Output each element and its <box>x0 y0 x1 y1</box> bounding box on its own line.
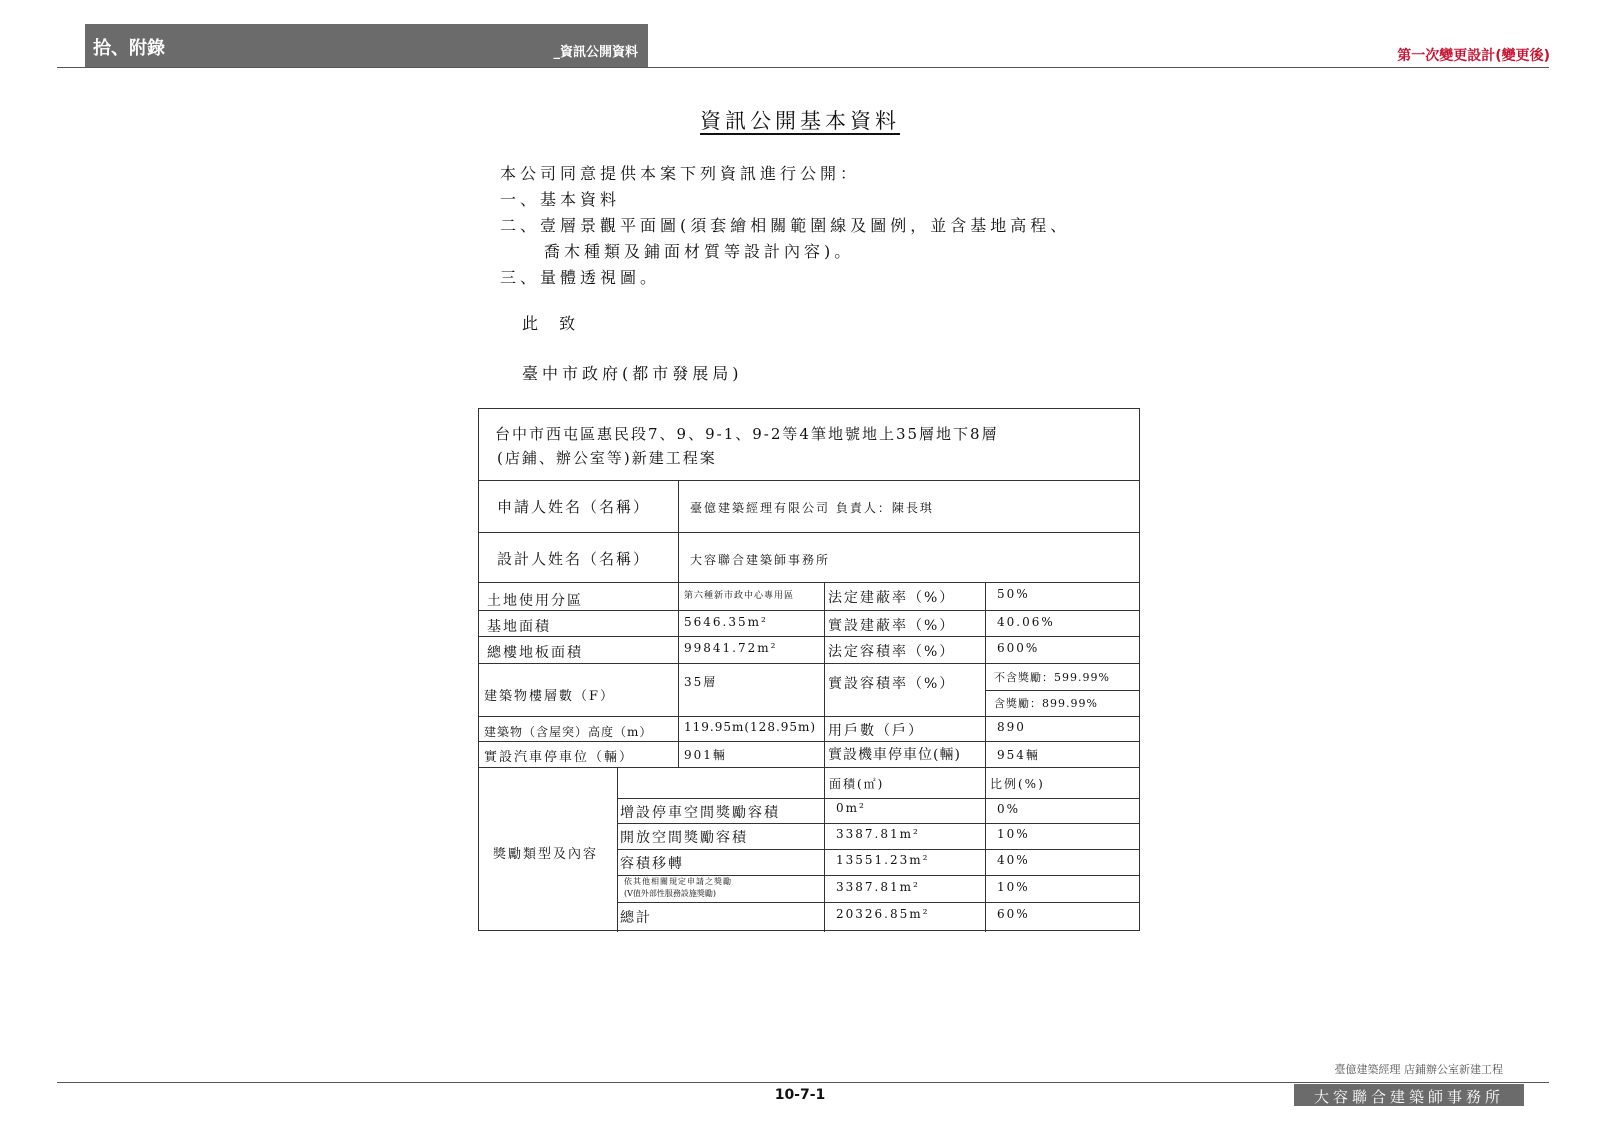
car-parking-label: 實設汽車停車位（輛） <box>484 750 635 765</box>
page-number: 10-7-1 <box>774 1087 826 1103</box>
bonus-total-label: 總計 <box>620 910 652 926</box>
table-rule <box>678 582 679 767</box>
actual-far-value-excl: 不含獎勵：599.99% <box>994 671 1110 684</box>
firm-name: 大容聯合建築師事務所 <box>1313 1088 1504 1106</box>
designer-label: 設計人姓名（名稱） <box>497 550 651 568</box>
bonus-row-name: 開放空間獎勵容積 <box>620 830 748 846</box>
floors-label: 建築物樓層數（F） <box>484 689 616 704</box>
table-rule <box>617 767 618 932</box>
table-rule <box>479 767 1139 768</box>
table-rule <box>617 849 1139 850</box>
site-area-label: 基地面積 <box>487 619 551 635</box>
intro-line: 本公司同意提供本案下列資訊進行公開： <box>500 164 861 183</box>
bonus-row-area: 3387.81m² <box>836 880 920 894</box>
table-rule <box>479 636 1139 637</box>
bonus-row-ratio: 10% <box>997 827 1030 841</box>
table-rule <box>479 532 1139 533</box>
table-rule <box>985 690 1139 691</box>
header-bar <box>85 24 648 67</box>
footer-project: 臺億建築經理 店鋪辦公室新建工程 <box>1334 1063 1503 1076</box>
applicant-label: 申請人姓名（名稱） <box>497 498 651 516</box>
bonus-row-name: 增設停車空間獎勵容積 <box>620 805 780 821</box>
info-table <box>478 408 1140 931</box>
table-rule <box>479 582 1139 583</box>
height-value: 119.95m(128.95m) <box>684 720 817 734</box>
recipient: 臺中市政府(都市發展局) <box>522 364 743 383</box>
applicant-value: 臺億建築經理有限公司 負責人：陳長琪 <box>690 501 934 515</box>
bonus-ratio-header: 比例(%) <box>990 777 1045 791</box>
bonus-row-name-note: (V值外部性服務設施獎勵) <box>624 889 717 898</box>
intro-block <box>500 161 1070 291</box>
floor-area-value: 99841.72m² <box>684 641 778 655</box>
bonus-row-area: 0m² <box>836 801 866 815</box>
footer-divider <box>57 1082 1549 1083</box>
project-title-line2: (店鋪、辦公室等)新建工程案 <box>497 449 717 467</box>
legal-far-label: 法定容積率（%） <box>828 644 956 660</box>
subsection-title: _資訊公開資料 <box>553 45 638 60</box>
bonus-row-ratio: 10% <box>997 880 1030 894</box>
bonus-row-name: 容積移轉 <box>620 856 684 872</box>
table-rule <box>617 823 1139 824</box>
revision-label: 第一次變更設計(變更後) <box>1397 48 1550 64</box>
table-rule <box>617 798 1139 799</box>
height-label: 建築物（含屋突）高度（m） <box>484 725 653 739</box>
legal-coverage-value: 50% <box>997 587 1030 601</box>
actual-far-value-incl: 含獎勵：899.99% <box>994 697 1098 710</box>
moto-parking-label: 實設機車停車位(輛) <box>828 747 961 763</box>
bonus-row-ratio: 40% <box>997 853 1030 867</box>
table-rule <box>479 716 1139 717</box>
legal-far-value: 600% <box>997 641 1040 655</box>
section-title: 拾、附錄 <box>93 38 165 59</box>
table-rule <box>985 582 986 932</box>
table-rule <box>479 663 1139 664</box>
bonus-row-area: 13551.23m² <box>836 853 930 867</box>
car-parking-value: 901輛 <box>684 748 727 762</box>
floor-area-label: 總樓地板面積 <box>487 645 583 661</box>
bonus-total-area: 20326.85m² <box>836 907 930 921</box>
bonus-row-name: 依其他相關規定申請之獎勵 <box>624 877 732 886</box>
firm-banner <box>1294 1084 1524 1106</box>
bonus-area-header: 面積(㎡) <box>829 777 885 791</box>
bonus-total-ratio: 60% <box>997 907 1030 921</box>
intro-line: 二、壹層景觀平面圖(須套繪相關範圍線及圖例，並含基地高程、 <box>500 216 1071 235</box>
bonus-row-ratio: 0% <box>997 802 1021 816</box>
table-rule <box>678 480 679 582</box>
project-title-line1: 台中市西屯區惠民段7、9、9-1、9-2等4筆地號地上35層地下8層 <box>495 425 999 443</box>
site-area-value: 5646.35m² <box>684 615 768 629</box>
table-rule <box>479 480 1139 481</box>
floors-value: 35層 <box>684 675 718 689</box>
units-label: 用戶數（戶） <box>828 723 924 739</box>
moto-parking-value: 954輛 <box>997 748 1040 762</box>
zoning-label: 土地使用分區 <box>487 593 583 609</box>
page-title: 資訊公開基本資料 <box>700 109 900 133</box>
bonus-row-area: 3387.81m² <box>836 827 920 841</box>
intro-line: 喬木種類及鋪面材質等設計內容)。 <box>544 242 855 261</box>
table-rule <box>479 741 1139 742</box>
designer-value: 大容聯合建築師事務所 <box>690 553 831 567</box>
actual-coverage-value: 40.06% <box>997 615 1055 629</box>
units-value: 890 <box>997 720 1026 734</box>
actual-coverage-label: 實設建蔽率（%） <box>828 618 956 634</box>
legal-coverage-label: 法定建蔽率（%） <box>828 590 956 606</box>
table-rule <box>479 610 1139 611</box>
intro-line: 三、量體透視圖。 <box>500 268 661 287</box>
intro-line: 一、基本資料 <box>500 190 621 209</box>
bonus-label: 獎勵類型及內容 <box>493 847 599 862</box>
salutation: 此 致 <box>522 314 584 333</box>
zoning-value: 第六種新市政中心專用區 <box>684 591 795 601</box>
header-divider <box>57 67 1549 68</box>
table-rule <box>617 902 1139 903</box>
table-rule <box>824 582 825 932</box>
actual-far-label: 實設容積率（%） <box>828 676 956 692</box>
